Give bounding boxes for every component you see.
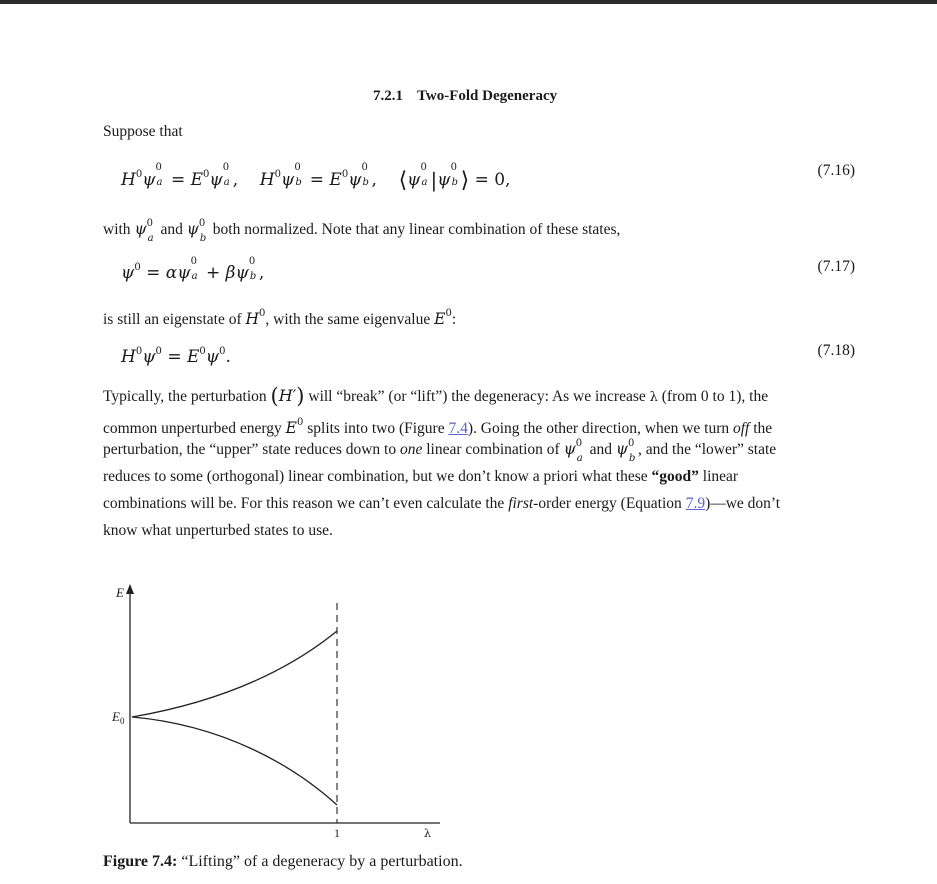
equation-7-18: $H^0\psi^0 = E^0\psi^0$. (121, 346, 231, 367)
paragraph-line-1: Typically, the perturbation (H′) will “break” (or “lift”) the degeneracy: As we increase λ (from 0 to 1), the (103, 384, 769, 408)
section-heading (373, 88, 557, 105)
text-fragment: will “break” (or “lift”) the degeneracy: As we increase (308, 388, 646, 405)
text-fragment: -order energy (Equation (533, 495, 682, 512)
equation-link[interactable]: 7.9 (685, 495, 706, 512)
text-fragment: ). Going the other direction, when we turn (467, 420, 730, 437)
text-fragment: linear (702, 468, 739, 485)
intro-text: Suppose that (103, 123, 183, 140)
equation-number: (7.17) (817, 258, 855, 275)
section-title: Two-Fold Degeneracy (417, 88, 558, 104)
text-fragment: common unperturbed energy (103, 420, 282, 437)
text-fragment: reduces to some (orthogonal) linear combination, but we don’t know a priori what these (103, 468, 648, 485)
equation-number: (7.18) (817, 342, 855, 359)
text-fragment: splits into two (Figure (307, 420, 445, 437)
text-fragment: off (733, 420, 750, 437)
caption-text: “Lifting” of a degeneracy by a perturbation. (181, 853, 463, 870)
paragraph-line-4 (103, 463, 855, 490)
text-fragment: with (103, 221, 131, 238)
figure-link[interactable]: 7.4 (448, 420, 468, 437)
x-tick-label: 1 (334, 826, 340, 840)
degeneracy-figure (103, 575, 448, 845)
text-fragment: both normalized. Note that any linear combination of these states, (212, 221, 621, 238)
y-axis-arrow-icon (126, 584, 134, 594)
x-axis-label: λ (424, 827, 431, 840)
section-number: 7.2.1 (373, 88, 403, 104)
eigenstate-text: is still an eigenstate of $H^0$, with the same eigenvalue $E^0$: (103, 308, 457, 328)
text-fragment: (from 0 to 1), the (661, 388, 769, 405)
equation-number: (7.16) (817, 162, 855, 179)
upper-energy-curve (132, 631, 337, 717)
e0-subscript: 0 (120, 716, 125, 726)
text-fragment: and (589, 441, 612, 458)
text-fragment: is still an eigenstate of (103, 311, 242, 328)
text-fragment: Typically, the perturbation (103, 388, 267, 405)
text-fragment: linear combination of (426, 441, 560, 458)
caption-label: Figure 7.4: (103, 853, 178, 870)
text-fragment: combinations will be. For this reason we can’t even calculate the (103, 495, 505, 512)
text-fragment: , with the same eigenvalue (265, 311, 431, 328)
text-fragment: and (160, 221, 183, 238)
text-fragment: the (753, 420, 773, 437)
top-border (0, 0, 937, 4)
lower-energy-curve (132, 717, 337, 805)
paragraph-line-3: perturbation, the “upper” state reduces down to one linear combination of ψ 0 a and ψ 0 b , and the “lower” state (103, 438, 777, 464)
text-fragment: , and the “lower” state (638, 441, 777, 458)
paragraph-line-6: know what unperturbed states to use. (103, 522, 333, 539)
text-fragment: )—we don’t (705, 495, 781, 512)
equation-7-17: $\psi^0 = \alpha\psi$ 0 a + βψ 0 b , (121, 256, 265, 283)
paragraph-line-5 (103, 490, 855, 517)
text-fragment: first (508, 495, 534, 512)
text-fragment: one (399, 441, 423, 458)
text-fragment: “good” (651, 468, 699, 485)
with-text: with ψ 0 a and ψ 0 b both normalized. Note that any linear combination of these states, (103, 218, 621, 244)
figure-caption (103, 853, 463, 871)
y-axis-label: E (116, 585, 124, 600)
e0-label: E (112, 709, 120, 724)
equation-7-16: $H^0\psi$ 0 a = $E^0\psi$ 0 a , $H^0\psi$ 0 b = $E^0\psi$ 0 b , ⟨ψ 0 a |ψ 0 b ⟩ = 0, (121, 162, 511, 193)
paragraph-line-2: common unperturbed energy $E^0$ splits into two (Figure 7.4). Going the other direction, when we turn off the (103, 417, 773, 437)
text-fragment: perturbation, the “upper” state reduces down to (103, 441, 397, 458)
text-fragment: : (451, 311, 457, 328)
